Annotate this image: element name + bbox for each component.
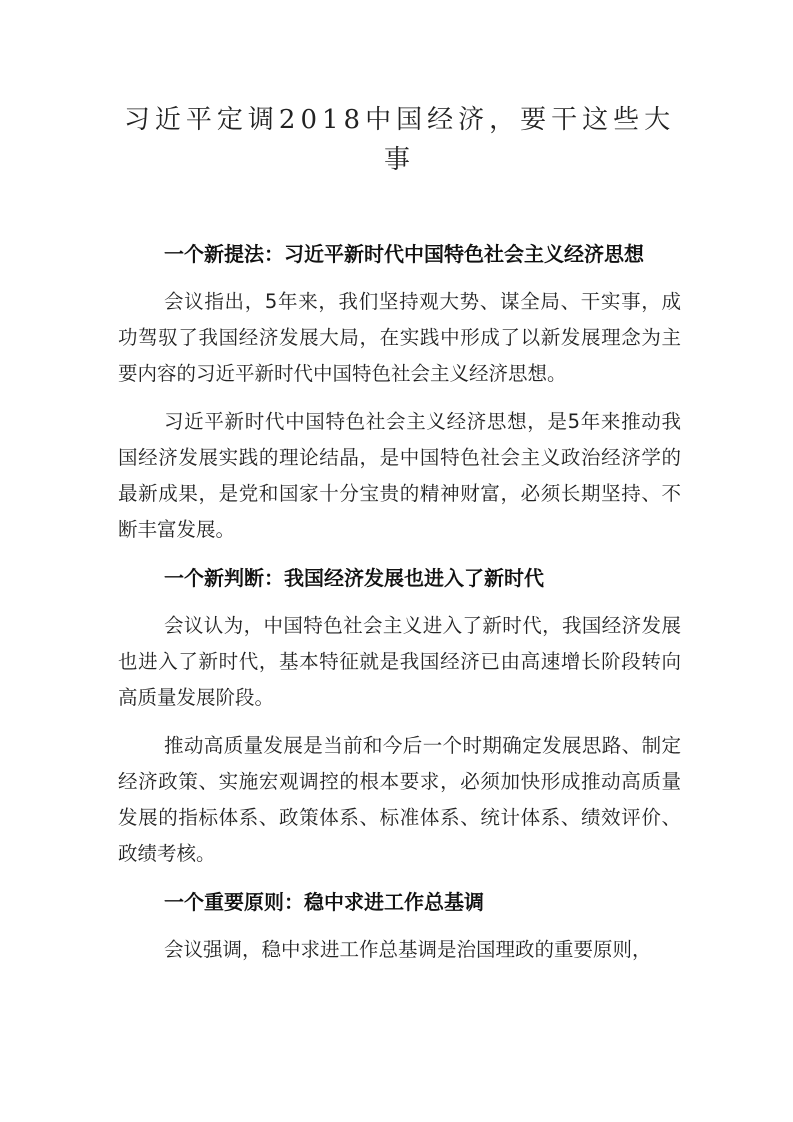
document-title: 习近平定调2018中国经济，要干这些大事 bbox=[123, 105, 676, 175]
paragraph: 会议指出，5年来，我们坚持观大势、谋全局、干实事，成功驾驭了我国经济发展大局，在实践中形成了以新发展理念为主要内容的习近平新时代中国特色社会主义经济思想。 bbox=[118, 290, 681, 385]
section-heading: 一个重要原则：稳中求进工作总基调 bbox=[164, 890, 484, 914]
paragraph: 推动高质量发展是当前和今后一个时期确定发展思路、制定经济政策、实施宏观调控的根本要求，必须加快形成推动高质量发展的指标体系、政策体系、标准体系、统计体系、绩效评价、政绩考核。 bbox=[118, 734, 681, 865]
section-heading: 一个新判断：我国经济发展也进入了新时代 bbox=[164, 566, 544, 590]
section-heading: 一个新提法：习近平新时代中国特色社会主义经济思想 bbox=[164, 242, 644, 266]
section-key-principle bbox=[118, 884, 681, 968]
title-spacer bbox=[118, 180, 681, 236]
paragraph: 会议强调，稳中求进工作总基调是治国理政的重要原则， bbox=[164, 938, 652, 961]
section-new-judgment bbox=[118, 560, 681, 872]
section-new-concept bbox=[118, 236, 681, 548]
paragraph: 习近平新时代中国特色社会主义经济思想，是5年来推动我国经济发展实践的理论结晶，是中国特色社会主义政治经济学的最新成果，是党和国家十分宝贵的精神财富，必须长期坚持、不断丰富发展。 bbox=[118, 410, 681, 541]
paragraph: 会议认为，中国特色社会主义进入了新时代，我国经济发展也进入了新时代，基本特征就是我国经济已由高速增长阶段转向高质量发展阶段。 bbox=[118, 614, 681, 709]
